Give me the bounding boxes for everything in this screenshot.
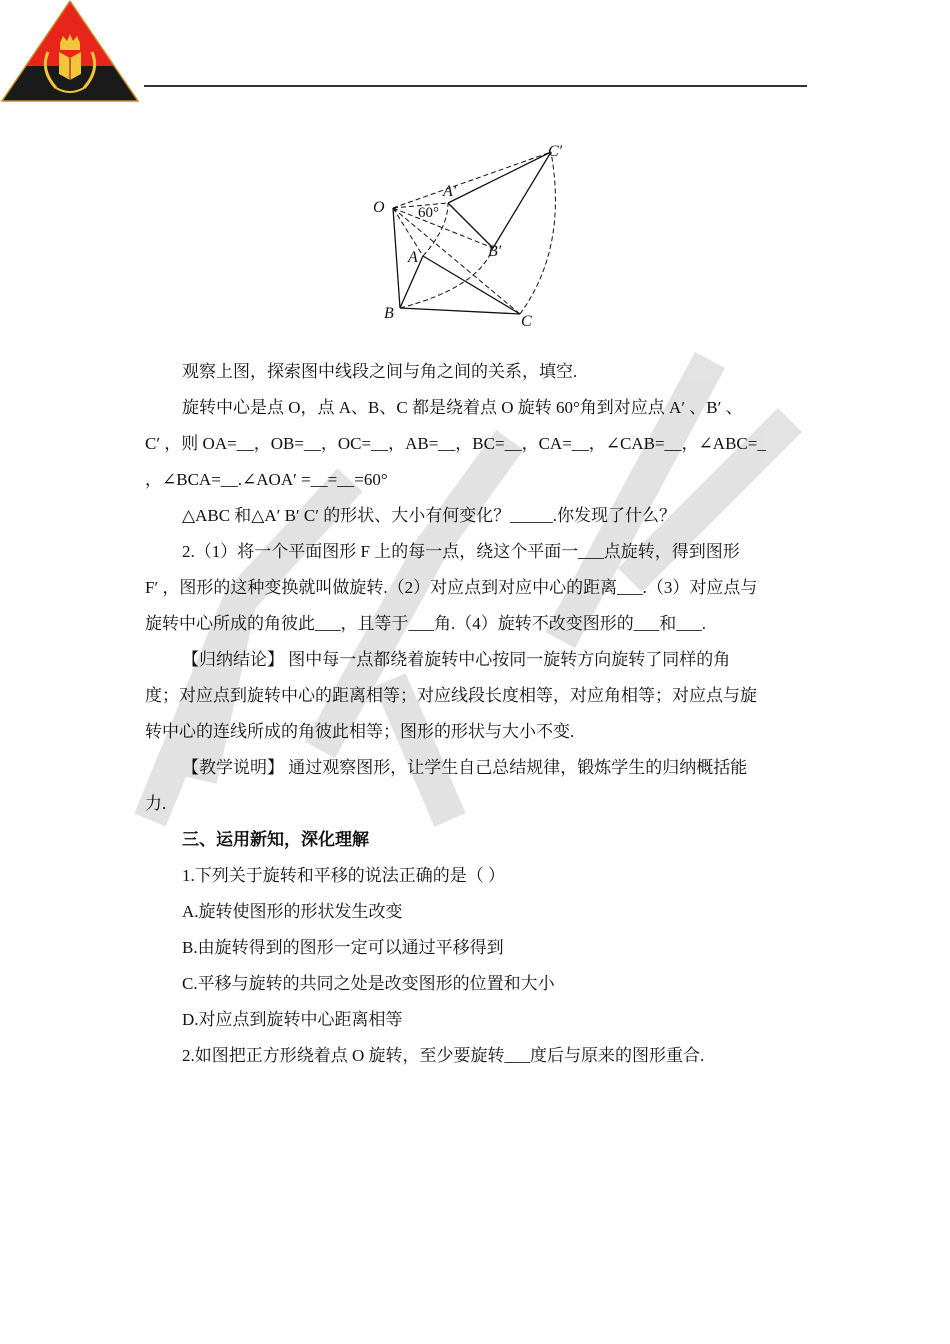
exercise-1-option-b: B.由旋转得到的图形一定可以通过平移得到 [182,938,504,957]
document-body [145,354,810,1074]
label-b-prime: B′ [488,243,502,260]
label-b: B [384,305,394,322]
paragraph-q2-line2: F′ ，图形的这种变换就叫做旋转.（2）对应点到对应中心的距离___.（3）对应点与 [145,578,758,597]
header-rule [144,85,807,87]
label-a: A [408,249,418,266]
rotation-figure [368,138,578,333]
paragraph-q2-line3: 旋转中心所成的角彼此___，且等于___角.（4）旋转不改变图形的___和___. [145,614,706,633]
label-o: O [373,199,385,216]
paragraph-teaching-note-2: 力. [145,794,167,813]
paragraph-q2-line1: 2.（1）将一个平面图形 F 上的每一点，绕这个平面一___点旋转，得到图形 [182,542,740,561]
school-crest-logo [0,0,140,104]
paragraph-conclusion-2: 度；对应点到旋转中心的距离相等；对应线段长度相等，对应角相等；对应点与旋 [145,686,757,705]
paragraph-teaching-note-1: 【教学说明】 通过观察图形，让学生自己总结规律，锻炼学生的归纳概括能 [182,758,748,777]
section-heading-3: 三、运用新知，深化理解 [182,830,369,849]
paragraph-fill-blanks-1: C′ ，则 OA=__，OB=__，OC=__，AB=__，BC=__，CA=__，∠CAB=__，∠ABC=_ [145,434,766,453]
paragraph-rotation-center: 旋转中心是点 O，点 A、B、C 都是绕着点 O 旋转 60°角到对应点 A′ 、B′ 、 [182,398,743,417]
exercise-1-option-d: D.对应点到旋转中心距离相等 [182,1010,403,1029]
exercise-1-option-c: C.平移与旋转的共同之处是改变图形的位置和大小 [182,974,555,993]
angle-label: 60° [418,205,439,221]
label-c: C [521,313,532,330]
paragraph-triangle-question: △ABC 和△A′ B′ C′ 的形状、大小有何变化？_____.你发现了什么？ [182,506,676,525]
label-a-prime: A′ [443,183,457,200]
exercise-2-question: 2.如图把正方形绕着点 O 旋转，至少要旋转___度后与原来的图形重合. [182,1046,705,1065]
paragraph-conclusion-3: 转中心的连线所成的角彼此相等；图形的形状与大小不变. [145,722,575,741]
exercise-1-option-a: A.旋转使图形的形状发生改变 [182,902,403,921]
exercise-1-question: 1.下列关于旋转和平移的说法正确的是（ ） [182,866,505,885]
paragraph-observe: 观察上图，探索图中线段之间与角之间的关系，填空. [182,362,578,381]
label-c-prime: C′ [548,143,563,160]
paragraph-conclusion-1: 【归纳结论】 图中每一点都绕着旋转中心按同一旋转方向旋转了同样的角 [182,650,731,669]
paragraph-fill-blanks-2: ，∠BCA=__.∠AOA′ =__=__=60° [145,470,388,489]
